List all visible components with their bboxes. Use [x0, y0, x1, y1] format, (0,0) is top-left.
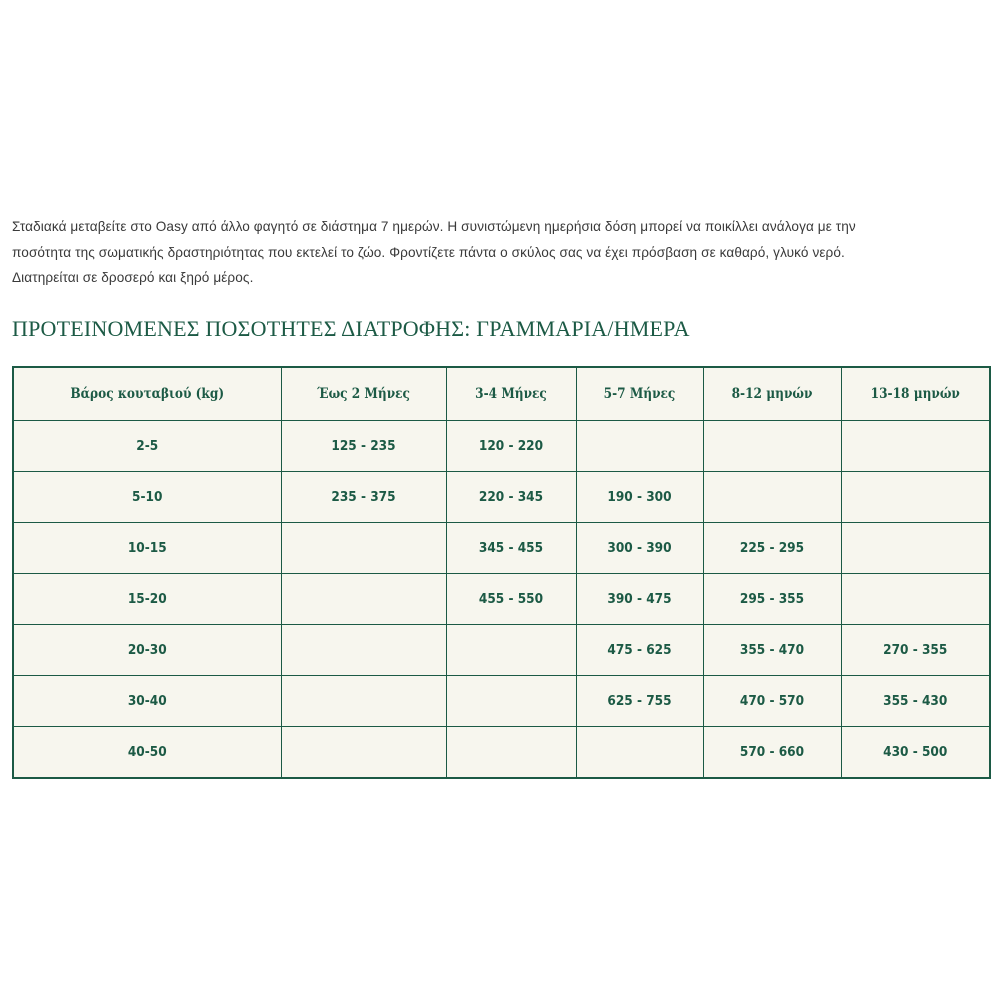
- table-row: [13, 625, 990, 676]
- amount-cell: 570 - 660: [703, 727, 841, 779]
- amount-cell: 430 - 500: [841, 727, 990, 779]
- weight-cell: 30-40: [13, 676, 281, 727]
- table-row: [13, 523, 990, 574]
- amount-cell: 300 - 390: [576, 523, 703, 574]
- header-puppy-weight: Βάρος κουταβιού (kg): [13, 367, 281, 421]
- header-3-4-months: 3-4 Μήνες: [446, 367, 576, 421]
- feeding-instructions-line-2: ποσότητα της σωματικής δραστηριότητας που εκτελεί το ζώο. Φροντίζετε πάντα ο σκύλος σας να έχει πρόσβαση σε καθαρό, γλυκό νερό.: [12, 244, 845, 260]
- weight-cell: 20-30: [13, 625, 281, 676]
- amount-cell: 345 - 455: [446, 523, 576, 574]
- feeding-instructions: [12, 214, 988, 291]
- amount-cell: [576, 421, 703, 472]
- amount-cell: 235 - 375: [281, 472, 446, 523]
- amount-cell: 120 - 220: [446, 421, 576, 472]
- header-13-18-months: 13-18 μηνών: [841, 367, 990, 421]
- amount-cell: [281, 727, 446, 779]
- amount-cell: 470 - 570: [703, 676, 841, 727]
- amount-cell: [281, 625, 446, 676]
- weight-cell: 5-10: [13, 472, 281, 523]
- amount-cell: [576, 727, 703, 779]
- amount-cell: [446, 676, 576, 727]
- amount-cell: [446, 625, 576, 676]
- amount-cell: 270 - 355: [841, 625, 990, 676]
- feeding-table-title: ΠΡΟΤΕΙΝΟΜΕΝΕΣ ΠΟΣΟΤΗΤΕΣ ΔΙΑΤΡΟΦΗΣ: ΓΡΑΜΜΑΡΙΑ/ΗΜΕΡΑ: [12, 316, 690, 341]
- amount-cell: 475 - 625: [576, 625, 703, 676]
- amount-cell: [703, 472, 841, 523]
- weight-cell: 40-50: [13, 727, 281, 779]
- table-row: [13, 421, 990, 472]
- amount-cell: 220 - 345: [446, 472, 576, 523]
- amount-cell: [841, 421, 990, 472]
- header-up-to-2-months: Έως 2 Μήνες: [281, 367, 446, 421]
- amount-cell: [703, 421, 841, 472]
- table-header-row: [13, 367, 990, 421]
- feeding-instructions-line-1: Σταδιακά μεταβείτε στο Oasy από άλλο φαγητό σε διάστημα 7 ημερών. Η συνιστώμενη ημερήσια δόση μπορεί να ποικίλλει ανάλογα με την: [12, 219, 856, 234]
- header-5-7-months: 5-7 Μήνες: [576, 367, 703, 421]
- amount-cell: [841, 523, 990, 574]
- amount-cell: 190 - 300: [576, 472, 703, 523]
- weight-cell: 2-5: [13, 421, 281, 472]
- amount-cell: [841, 574, 990, 625]
- amount-cell: [281, 523, 446, 574]
- table-row: [13, 727, 990, 779]
- table-row: [13, 574, 990, 625]
- amount-cell: 295 - 355: [703, 574, 841, 625]
- amount-cell: [841, 472, 990, 523]
- amount-cell: 125 - 235: [281, 421, 446, 472]
- table-row: [13, 472, 990, 523]
- amount-cell: 225 - 295: [703, 523, 841, 574]
- feeding-amounts-table: [12, 366, 991, 779]
- amount-cell: 390 - 475: [576, 574, 703, 625]
- amount-cell: 355 - 430: [841, 676, 990, 727]
- amount-cell: 455 - 550: [446, 574, 576, 625]
- amount-cell: 355 - 470: [703, 625, 841, 676]
- amount-cell: [281, 574, 446, 625]
- feeding-instructions-line-3: Διατηρείται σε δροσερό και ξηρό μέρος.: [12, 270, 254, 285]
- header-8-12-months: 8-12 μηνών: [703, 367, 841, 421]
- amount-cell: [446, 727, 576, 779]
- weight-cell: 10-15: [13, 523, 281, 574]
- table-row: [13, 676, 990, 727]
- amount-cell: 625 - 755: [576, 676, 703, 727]
- weight-cell: 15-20: [13, 574, 281, 625]
- amount-cell: [281, 676, 446, 727]
